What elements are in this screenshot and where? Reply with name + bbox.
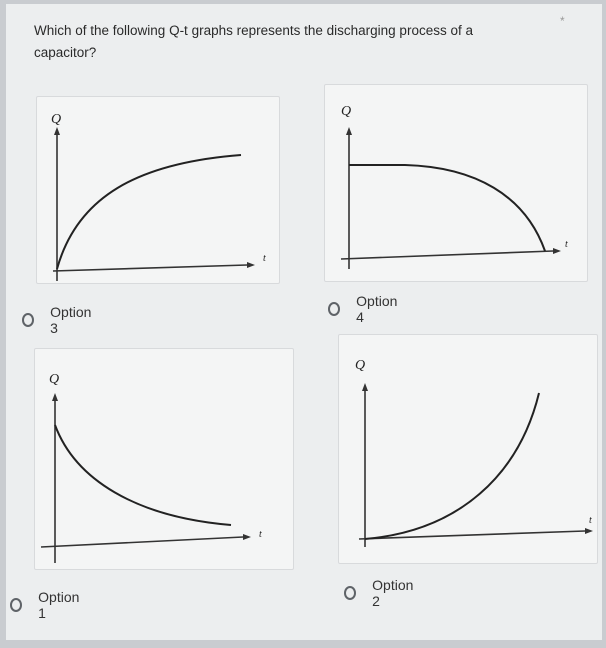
option-2-radio[interactable] <box>344 586 356 600</box>
x-axis-label: t <box>263 253 266 264</box>
x-axis-arrow <box>585 528 593 534</box>
option-3-label: Option 3 <box>50 304 92 336</box>
required-marker: * <box>560 14 565 28</box>
y-axis-label: Q <box>51 112 62 127</box>
option-2-choice[interactable] <box>344 577 415 609</box>
option-1-radio[interactable] <box>10 598 22 612</box>
x-axis <box>41 537 243 547</box>
option-2-label: Option 2 <box>372 577 414 609</box>
y-axis-arrow <box>52 393 58 401</box>
option-1-choice[interactable] <box>10 589 81 621</box>
x-axis-arrow <box>553 248 561 254</box>
x-axis-arrow <box>247 262 255 268</box>
x-axis-label: t <box>565 239 568 250</box>
option-4-graph <box>324 84 588 282</box>
y-axis-label: Q <box>355 358 366 373</box>
option-3-graph <box>36 96 280 284</box>
option-2-graph-svg <box>339 335 597 563</box>
y-axis-arrow <box>346 127 352 135</box>
y-axis-arrow <box>54 127 60 135</box>
option-3-radio[interactable] <box>22 313 34 327</box>
y-axis-label: Q <box>49 372 60 387</box>
question-card <box>6 4 602 640</box>
x-axis <box>53 265 247 271</box>
option-1-graph <box>34 348 294 570</box>
x-axis-label: t <box>589 515 592 526</box>
option-1-curve <box>55 425 231 525</box>
x-axis <box>341 251 553 259</box>
x-axis-arrow <box>243 534 251 540</box>
option-1-graph-svg <box>35 349 293 569</box>
option-2-curve <box>365 393 539 539</box>
question-text: Which of the following Q-t graphs represents the discharging process of a capacitor? <box>34 23 473 60</box>
option-4-choice[interactable] <box>328 293 399 325</box>
option-3-choice[interactable] <box>22 304 93 336</box>
option-4-radio[interactable] <box>328 302 340 316</box>
option-1-label: Option 1 <box>38 589 80 621</box>
y-axis-arrow <box>362 383 368 391</box>
x-axis-label: t <box>259 529 262 540</box>
y-axis-label: Q <box>341 104 352 119</box>
option-2-graph <box>338 334 598 564</box>
option-3-graph-svg <box>37 97 279 283</box>
option-4-graph-svg <box>325 85 587 281</box>
option-3-curve <box>57 155 241 269</box>
option-4-label: Option 4 <box>356 293 398 325</box>
option-4-curve <box>349 165 545 251</box>
